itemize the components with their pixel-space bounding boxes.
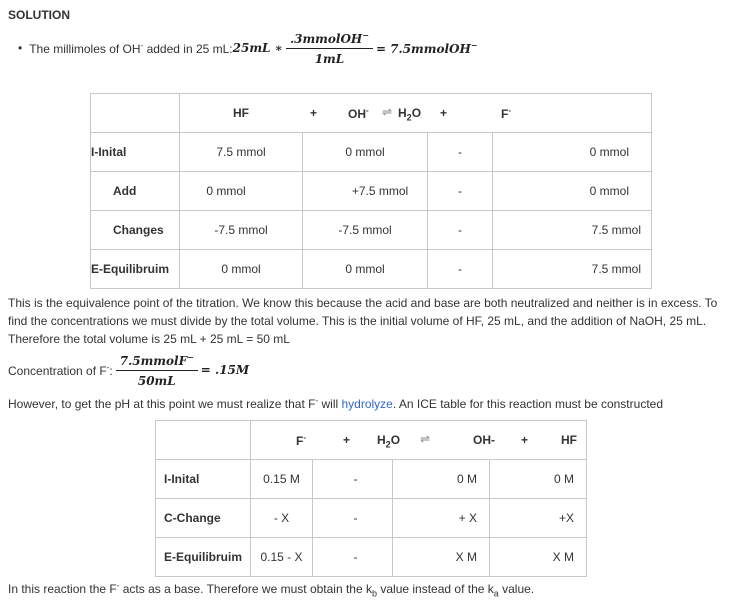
bullet-item: • The millimoles of OH- added in 25 mL: 25mL ∗ $\frac{.3mmolOH^-}{1mL}$ = 7.5mmolOH− [18, 30, 478, 66]
formula-lhs: 25mL ∗ [232, 41, 283, 55]
bullet-text: The millimoles of OH- added in 25 mL: [29, 40, 233, 56]
table-row: E-Equilibruim 0.15 - X - X M X M [156, 538, 587, 577]
base-paragraph: In this reaction the F- acts as a base. Therefore we must obtain the $k_b$ value instead of the $k_a$ value. [8, 581, 535, 599]
reaction-equation: HF + OH- ⇌ $H_2O$ + F- [180, 94, 652, 133]
solution-heading: SOLUTION [8, 8, 70, 22]
formula-rhs: = 7.5mmolOH− [375, 40, 478, 56]
formula-fraction: $\frac{.3mmolOH^-}{1mL}$ [286, 30, 373, 66]
reaction-equation: F- + $H_2O$ ⇌ OH- + HF [251, 421, 587, 460]
table-row: Add 0 mmol +7.5 mmol - 0 mmol [91, 172, 652, 211]
concentration-line: Concentration of F-: $\frac{7.5mmolF^-}{50mL}$ = .15M [8, 352, 250, 388]
table-header-row [91, 94, 652, 133]
concentration-fraction: $\frac{7.5mmolF^-}{50mL}$ [116, 352, 198, 388]
ice-table-1 [90, 93, 652, 289]
concentration-result: = .15M [200, 363, 250, 377]
equivalence-paragraph: This is the equivalence point of the titration. We know this because the acid and base are both neutralized and neither is in excess. To find the concentrations we must divide by the total volume. This is the initial volume of HF, 25 mL, and the addition of NaOH, 25 mL. Therefore the total volume is 25 mL + 25 mL = 50 mL [8, 296, 718, 346]
table-row: I-Inital 7.5 mmol 0 mmol - 0 mmol [91, 133, 652, 172]
table-row: E-Equilibruim 0 mmol 0 mmol - 7.5 mmol [91, 250, 652, 289]
hydrolyze-link[interactable]: hydrolyze [341, 397, 393, 411]
table-header-row [156, 421, 587, 460]
hydrolysis-paragraph: However, to get the pH at this point we must realize that F- will hydrolyze. An ICE table for this reaction must be constructed [8, 396, 663, 411]
table-row: I-Inital 0.15 M - 0 M 0 M [156, 460, 587, 499]
ice-table-2 [155, 420, 587, 577]
table-row: C-Change - X - + X +X [156, 499, 587, 538]
table-row: Changes -7.5 mmol -7.5 mmol - 7.5 mmol [91, 211, 652, 250]
